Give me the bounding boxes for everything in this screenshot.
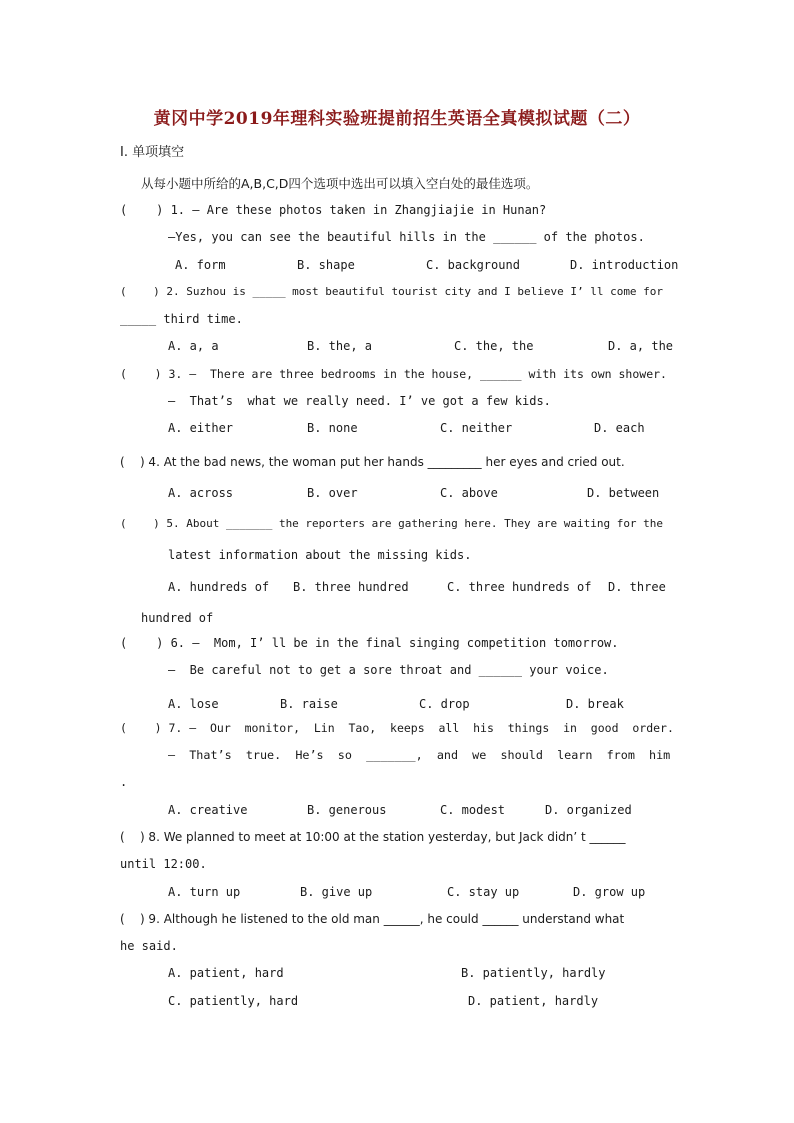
q4-option-a: A. across: [168, 486, 234, 500]
q8-option-a: A. turn up: [168, 885, 241, 899]
question-1-stem: ( ) 1. — Are these photos taken in Zhangjiajie in Hunan?: [120, 203, 547, 217]
q6-option-d: D. break: [566, 697, 624, 711]
q8-option-d: D. grow up: [573, 885, 646, 899]
question-5-stem: ( ) 5. About _______ the reporters are gathering here. They are waiting for the: [120, 517, 664, 530]
q1-option-b: B. shape: [297, 258, 355, 272]
question-5-continuation: latest information about the missing kids.: [168, 548, 472, 562]
q9-option-a: A. patient, hard: [168, 966, 284, 980]
q5-option-a: A. hundreds of: [168, 580, 270, 594]
q3-option-b: B. none: [307, 421, 358, 435]
q4-option-c: C. above: [440, 486, 498, 500]
q2-option-b: B. the, a: [307, 339, 373, 353]
q7-option-a: A. creative: [168, 803, 248, 817]
question-8-continuation: until 12:00.: [120, 857, 207, 871]
q1-option-a: A. form: [175, 258, 226, 272]
q8-option-c: C. stay up: [447, 885, 520, 899]
q6-option-a: A. lose: [168, 697, 219, 711]
q8-option-b: B. give up: [300, 885, 373, 899]
q5-option-c: C. three hundreds of: [447, 580, 592, 594]
question-2-continuation: _____ third time.: [120, 312, 243, 326]
q4-option-d: D. between: [587, 486, 660, 500]
q7-option-b: B. generous: [307, 803, 387, 817]
q1-option-d: D. introduction: [570, 258, 679, 272]
q3-option-c: C. neither: [440, 421, 513, 435]
q3-option-a: A. either: [168, 421, 234, 435]
question-6-reply: — Be careful not to get a sore throat and ______ your voice.: [168, 663, 609, 677]
question-8-stem: ( ) 8. We planned to meet at 10:00 at the station yesterday, but Jack didn’ t ______: [120, 830, 626, 844]
q6-option-c: C. drop: [419, 697, 470, 711]
q2-option-c: C. the, the: [454, 339, 534, 353]
question-3-stem: ( ) 3. — There are three bedrooms in the house, ______ with its own shower.: [120, 367, 667, 381]
question-7-reply: — That’s true. He’s so _______, and we should learn from him: [168, 748, 671, 762]
instruction-text: 从每小题中所给的A,B,C,D四个选项中选出可以填入空白处的最佳选项。: [141, 176, 539, 191]
q2-option-a: A. a, a: [168, 339, 219, 353]
q6-option-b: B. raise: [280, 697, 338, 711]
q9-option-c: C. patiently, hard: [168, 994, 299, 1008]
q7-option-c: C. modest: [440, 803, 506, 817]
question-4-stem: ( ) 4. At the bad news, the woman put her hands _________ her eyes and cried out.: [120, 455, 625, 469]
q3-option-d: D. each: [594, 421, 645, 435]
q4-option-b: B. over: [307, 486, 358, 500]
q5-option-d-wrap: hundred of: [141, 611, 214, 625]
section-heading: I. 单项填空: [120, 145, 185, 160]
question-7-wrap: .: [120, 775, 128, 789]
q9-option-d: D. patient, hardly: [468, 994, 599, 1008]
q7-option-d: D. organized: [545, 803, 632, 817]
question-7-stem: ( ) 7. — Our monitor, Lin Tao, keeps all his things in good order.: [120, 721, 674, 735]
q2-option-d: D. a, the: [608, 339, 674, 353]
question-2-stem: ( ) 2. Suzhou is _____ most beautiful tourist city and I believe I’ ll come for: [120, 285, 664, 298]
q5-option-b: B. three hundred: [293, 580, 409, 594]
question-9-continuation: he said.: [120, 939, 178, 953]
q5-option-d: D. three: [608, 580, 666, 594]
question-3-reply: — That’s what we really need. I’ ve got a few kids.: [168, 394, 551, 408]
question-9-stem: ( ) 9. Although he listened to the old man ______, he could ______ understand what: [120, 912, 625, 926]
q9-option-b: B. patiently, hardly: [461, 966, 606, 980]
question-1-reply: —Yes, you can see the beautiful hills in the ______ of the photos.: [168, 230, 645, 244]
q1-option-c: C. background: [426, 258, 520, 272]
question-6-stem: ( ) 6. — Mom, I’ ll be in the final singing competition tomorrow.: [120, 636, 619, 650]
document-title: 黄冈中学2019年理科实验班提前招生英语全真模拟试题（二）: [153, 109, 641, 129]
